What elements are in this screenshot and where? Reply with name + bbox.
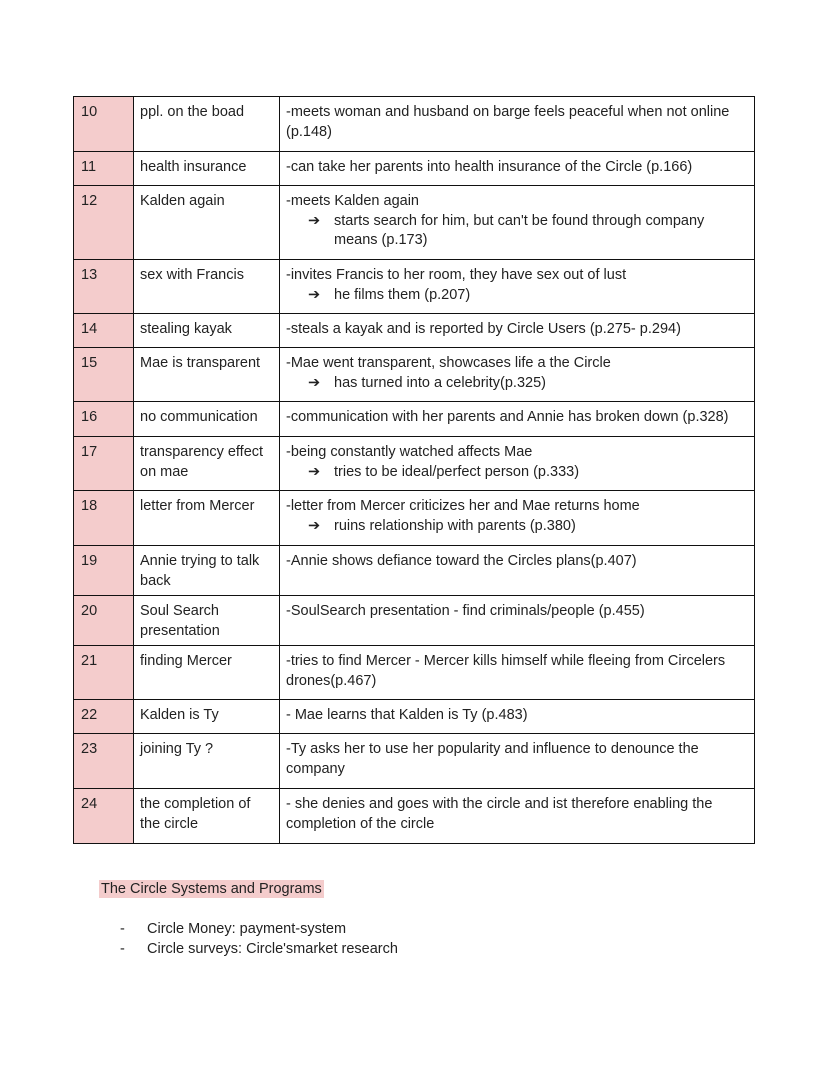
event-description [280,152,755,186]
table-row [74,314,755,348]
plot-events-table [73,96,755,844]
event-description [280,546,755,596]
event-label: the completion of the circle [134,789,280,844]
chapter-number: 12 [74,186,134,260]
event-label: Kalden is Ty [134,700,280,734]
chapter-number: 24 [74,789,134,844]
chapter-number: 23 [74,734,134,789]
arrow-icon: ➔ [308,463,321,480]
event-label: health insurance [134,152,280,186]
description-text: -can take her parents into health insurance of the Circle (p.166) [286,159,693,175]
event-description [280,700,755,734]
programs-list [120,919,398,959]
table-row [74,152,755,186]
event-label: Kalden again [134,186,280,260]
sub-point-text: has turned into a celebrity(p.325) [334,374,546,391]
table-row [74,402,755,437]
table-row [74,348,755,402]
description-text: -invites Francis to her room, they have sex out of lust [286,267,627,283]
event-label: no communication [134,402,280,437]
event-description [280,789,755,844]
chapter-number: 15 [74,348,134,402]
description-text: -Ty asks her to use her popularity and influence to denounce the company [286,741,699,777]
event-description [280,646,755,700]
table-row [74,97,755,152]
arrow-icon: ➔ [308,517,321,534]
event-label: transparency effect on mae [134,437,280,491]
description-text: -steals a kayak and is reported by Circle Users (p.275- p.294) [286,321,681,337]
chapter-number: 21 [74,646,134,700]
table-row [74,546,755,596]
sub-point-text: tries to be ideal/perfect person (p.333) [334,463,580,480]
event-description [280,437,755,491]
sub-point [286,374,748,394]
description-text: - she denies and goes with the circle and ist therefore enabling the completion of the circle [286,796,713,832]
event-label: ppl. on the boad [134,97,280,152]
list-item [120,919,398,939]
description-text: -communication with her parents and Annie has broken down (p.328) [286,409,729,425]
table-row [74,596,755,646]
description-text: -SoulSearch presentation - find criminals/people (p.455) [286,603,645,619]
table-row [74,646,755,700]
description-text: - Mae learns that Kalden is Ty (p.483) [286,707,528,723]
chapter-number: 17 [74,437,134,491]
description-text: -meets Kalden again [286,193,419,209]
event-description [280,734,755,789]
sub-point [286,286,748,306]
chapter-number: 16 [74,402,134,437]
event-description [280,348,755,402]
event-label: Mae is transparent [134,348,280,402]
event-label: finding Mercer [134,646,280,700]
table-row [74,437,755,491]
list-item-text: Circle surveys: Circle'smarket research [147,941,398,957]
sub-point-text: ruins relationship with parents (p.380) [334,517,576,534]
event-label: Soul Search presentation [134,596,280,646]
list-item [120,939,398,959]
chapter-number: 22 [74,700,134,734]
description-text: -Annie shows defiance toward the Circles plans(p.407) [286,553,637,569]
section-title: The Circle Systems and Programs [101,881,322,897]
table-row [74,186,755,260]
sub-point-text: he films them (p.207) [334,286,471,303]
chapter-number: 20 [74,596,134,646]
event-description [280,97,755,152]
event-label: joining Ty ? [134,734,280,789]
event-description [280,260,755,314]
table-row [74,260,755,314]
description-text: -being constantly watched affects Mae [286,444,533,460]
event-label: stealing kayak [134,314,280,348]
bullet-dash: - [120,921,125,937]
arrow-icon: ➔ [308,212,321,229]
event-label: sex with Francis [134,260,280,314]
table-row [74,491,755,546]
chapter-number: 11 [74,152,134,186]
description-text: -tries to find Mercer - Mercer kills himself while fleeing from Circelers drones(p.467) [286,653,726,689]
event-description [280,596,755,646]
chapter-number: 14 [74,314,134,348]
arrow-icon: ➔ [308,374,321,391]
table-row [74,700,755,734]
event-description [280,402,755,437]
description-text: -letter from Mercer criticizes her and Mae returns home [286,498,640,514]
event-label: Annie trying to talk back [134,546,280,596]
sub-point [286,517,748,537]
sub-point [286,212,748,251]
event-description [280,491,755,546]
event-description [280,314,755,348]
description-text: -meets woman and husband on barge feels peaceful when not online (p.148) [286,104,730,140]
list-item-text: Circle Money: payment-system [147,921,347,937]
event-label: letter from Mercer [134,491,280,546]
chapter-number: 19 [74,546,134,596]
bullet-dash: - [120,941,125,957]
sub-point-text: starts search for him, but can't be found through company means (p.173) [334,212,705,248]
chapter-number: 10 [74,97,134,152]
table-row [74,789,755,844]
chapter-number: 13 [74,260,134,314]
chapter-number: 18 [74,491,134,546]
sub-point [286,463,748,483]
arrow-icon: ➔ [308,286,321,303]
description-text: -Mae went transparent, showcases life a the Circle [286,355,611,371]
table-row [74,734,755,789]
event-description [280,186,755,260]
